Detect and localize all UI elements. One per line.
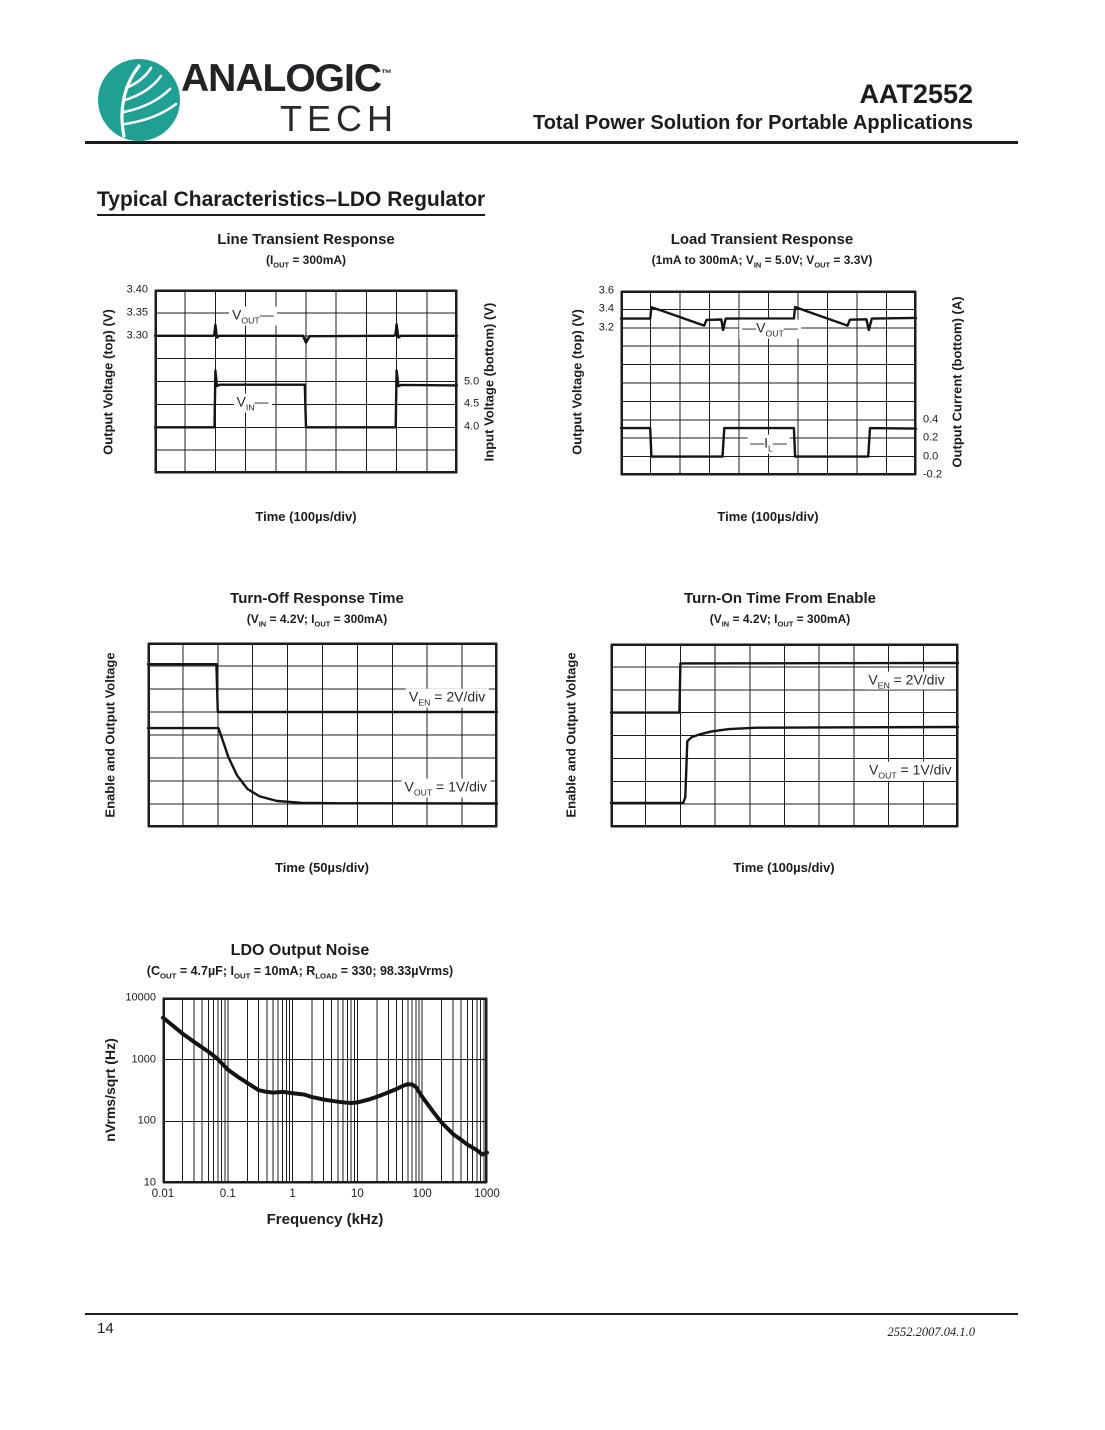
axis-tick-label: 3.4	[598, 302, 614, 315]
document-tagline: Total Power Solution for Portable Applications	[532, 112, 973, 134]
axis-tick-label: 3.40	[126, 283, 148, 296]
chart-title: Line Transient Response	[217, 231, 395, 248]
x-axis-label: Time (100µs/div)	[255, 509, 357, 524]
footer-rule	[85, 1313, 1018, 1315]
x-axis-label: Time (50µs/div)	[275, 860, 369, 875]
chart-title: LDO Output Noise	[230, 942, 370, 959]
axis-tick-label: 10	[143, 1176, 156, 1189]
chart-title: Turn-On Time From Enable	[684, 590, 876, 607]
brand-name-line2: TECH	[280, 98, 398, 139]
header-rule	[85, 141, 1018, 144]
brand-name	[181, 57, 391, 101]
chart-subtitle: $(I_{OUT} = 300mA)$	[265, 253, 347, 270]
axis-tick-label: -0.2	[923, 468, 942, 481]
analogictech-logo-icon	[97, 58, 181, 142]
page-number: 14	[97, 1320, 114, 1337]
vout-scale-label: $V_{OUT} = 1V/div$	[401, 779, 490, 798]
document-version: 2552.2007.04.1.0	[887, 1325, 975, 1339]
y-axis-label: nVrms/sqrt (Hz)	[102, 1038, 118, 1142]
axis-tick-label: 5.0	[464, 375, 480, 387]
y-axis-label-left: Enable and Output Voltage	[102, 652, 118, 818]
axis-tick-label: 4.0	[464, 420, 480, 433]
part-number: AAT2552	[859, 79, 973, 109]
y-axis-label-left: Output Voltage (top) (V)	[569, 309, 585, 455]
trademark-symbol: ™	[381, 68, 391, 80]
section-title: Typical Characteristics–LDO Regulator	[97, 188, 485, 216]
vout-scale-label: $V_{OUT} = 1V/div$	[866, 762, 955, 781]
turn-off-response-time-canvas	[148, 643, 497, 827]
chart-subtitle: ($V_{IN} = 4.2V$; $I_{OUT} = 300mA$)	[246, 612, 388, 629]
axis-tick-label: 0.0	[923, 450, 939, 463]
y-axis-label-left: Output Voltage (top) (V)	[100, 309, 116, 455]
ven-scale-label: $V_{EN} = 2V/div$	[865, 671, 947, 690]
axis-tick-label: 0.2	[923, 431, 939, 444]
turn-on-plot	[611, 644, 958, 827]
turn-off-plot	[148, 643, 497, 827]
chart-title: Turn-Off Response Time	[230, 590, 404, 607]
line-transient-plot	[126, 283, 480, 473]
ven-scale-label: $V_{EN} = 2V/div$	[406, 689, 488, 708]
axis-tick-label: 3.2	[598, 321, 614, 334]
vout-label: $—V_{OUT}—$	[739, 319, 801, 338]
noise-plot	[125, 991, 500, 1200]
axis-tick-label: 0.01	[151, 1188, 175, 1200]
line-transient-response-canvas	[155, 290, 457, 473]
axis-tick-label: 10	[350, 1188, 364, 1200]
y-axis-label-right: Output Current (bottom) (A)	[949, 296, 965, 468]
x-axis-label: Time (100µs/div)	[733, 860, 835, 875]
axis-tick-label: 4.5	[464, 397, 480, 410]
axis-tick-label: 3.6	[598, 284, 614, 297]
axis-tick-label: 100	[137, 1114, 156, 1127]
chart-title: Load Transient Response	[670, 231, 854, 248]
y-axis-label-left: Enable and Output Voltage	[563, 652, 579, 818]
axis-tick-label: 1000	[474, 1188, 500, 1200]
axis-tick-label: 3.30	[126, 329, 148, 342]
vin-label: $V_{IN}—$	[234, 394, 272, 413]
x-axis-label: Frequency (kHz)	[266, 1211, 384, 1228]
axis-tick-label: 100	[412, 1188, 432, 1200]
axis-tick-label: 3.35	[126, 306, 148, 319]
axis-tick-label: 0.4	[923, 413, 939, 426]
ldo-output-noise-canvas	[163, 998, 487, 1183]
axis-tick-label: 1000	[131, 1053, 156, 1066]
load-transient-plot	[598, 284, 942, 481]
brand-line1: ANALOGIC	[181, 57, 381, 100]
chart-subtitle: (1mA to 300mA; $V_{IN} = 5.0V$; $V_{OUT} = 3.3V$)	[651, 253, 873, 270]
axis-tick-label: 10000	[125, 991, 156, 1004]
axis-tick-label: 1	[289, 1188, 296, 1200]
il-label: $—I_L—$	[747, 434, 790, 453]
vout-label: $V_{OUT}—$	[229, 307, 277, 326]
chart-subtitle: ($V_{IN} = 4.2V$; $I_{OUT} = 300mA$)	[709, 612, 851, 629]
x-axis-label: Time (100µs/div)	[717, 509, 819, 524]
y-axis-label-right: Input Voltage (bottom) (V)	[481, 302, 497, 462]
chart-subtitle: ($C_{OUT} = 4.7\mu F$; $I_{OUT} = 10mA$; $R_{LOAD} = 330$; 98.33µVrms)	[146, 964, 454, 981]
axis-tick-label: 0.1	[219, 1188, 236, 1200]
